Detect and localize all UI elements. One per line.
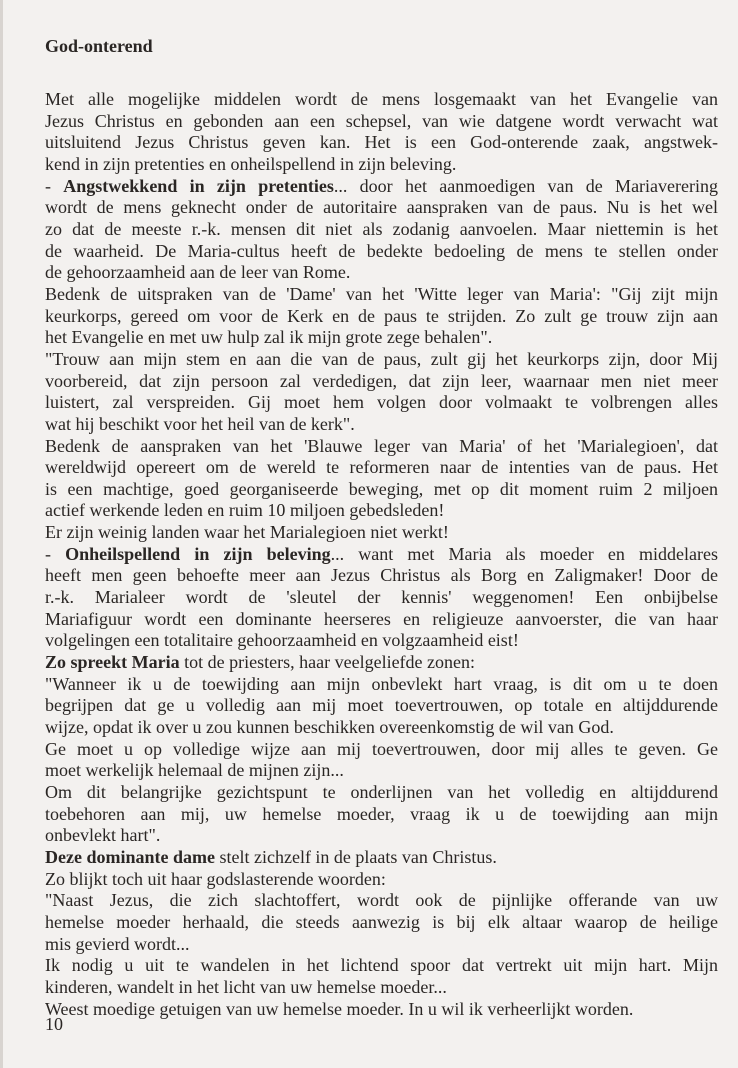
text-line bbox=[45, 544, 718, 566]
text-line bbox=[45, 890, 718, 912]
bold-phrase: Zo spreekt Maria bbox=[45, 652, 180, 673]
text-segment: toebehoren aan mij, uw hemelse moeder, vraag ik u de toewijding aan mijn bbox=[45, 803, 718, 824]
text-segment: Mariafiguur wordt een dominante heerseres en religieuze aanvoerster, die van haar bbox=[45, 608, 718, 629]
text-segment: keurkorps, gereed om voor de Kerk en de paus te strijden. Zo zult ge trouw zijn aan bbox=[45, 305, 718, 326]
text-line bbox=[45, 999, 718, 1021]
text-segment: het Evangelie en met uw hulp zal ik mijn grote zege behalen". bbox=[45, 327, 493, 348]
text-line bbox=[45, 349, 718, 371]
bold-phrase: Angstwekkend in zijn pretenties bbox=[63, 175, 334, 196]
text-line bbox=[45, 565, 718, 587]
bold-phrase: Onheilspellend in zijn beleving bbox=[65, 543, 331, 564]
text-segment: zo dat de meeste r.-k. mensen dit niet als zodanig aanvoelen. Maar niettemin is het bbox=[45, 218, 718, 239]
text-segment: Om dit belangrijke gezichtspunt te onderlijnen van het volledig en altijddurend bbox=[45, 782, 718, 802]
text-line bbox=[45, 241, 718, 263]
text-segment: heeft men geen behoefte meer aan Jezus Christus als Borg en Zaligmaker! Door de bbox=[45, 565, 718, 586]
text-segment: wijze, opdat ik over u zou kunnen beschikken overeenkomstig de wil van God. bbox=[45, 717, 614, 738]
text-line bbox=[45, 371, 718, 393]
text-line bbox=[45, 284, 718, 306]
text-line bbox=[45, 847, 718, 869]
text-segment: kend in zijn pretenties en onheilspellend in zijn beleving. bbox=[45, 153, 457, 174]
text-segment: "Trouw aan mijn stem en aan die van de paus, zult gij het keurkorps zijn, door Mij bbox=[45, 348, 718, 369]
text-line bbox=[45, 436, 718, 458]
text-segment: Zo blijkt toch uit haar godslasterende woorden: bbox=[45, 868, 386, 889]
text-segment: Bedenk de uitspraken van de 'Dame' van het 'Witte leger van Maria': "Gij zijt mijn bbox=[45, 283, 718, 304]
text-line bbox=[45, 89, 718, 111]
text-segment: "Wanneer ik u de toewijding aan mijn onbevlekt hart vraag, is dit om u te doen bbox=[45, 673, 718, 694]
text-line bbox=[45, 522, 718, 544]
bold-phrase: Deze dominante dame bbox=[45, 846, 215, 867]
text-segment: voorbereid, dat zijn persoon zal verdedigen, dat zijn leer, waarnaar men niet meer bbox=[45, 370, 718, 391]
text-segment: Bedenk de aanspraken van het 'Blauwe leger van Maria' of het 'Marialegioen', dat bbox=[45, 435, 718, 456]
text-line bbox=[45, 782, 718, 804]
text-segment: wereldwijd opereert om de wereld te reformeren naar de intenties van de paus. Het bbox=[45, 457, 718, 478]
text-segment: de waarheid. De Maria-cultus heeft de bedekte bedoeling de mens te stellen onder bbox=[45, 240, 718, 261]
text-line bbox=[45, 739, 718, 761]
text-line bbox=[45, 479, 718, 501]
text-segment: Jezus Christus en gebonden aan een schepsel, van wie datgene wordt verwacht wat bbox=[45, 110, 718, 131]
text-segment: tot de priesters, haar veelgeliefde zonen: bbox=[179, 652, 476, 673]
text-segment: wordt de mens geknecht onder de autoritaire aanspraken van de paus. Nu is het wel bbox=[45, 197, 718, 218]
text-line bbox=[45, 154, 718, 176]
text-line bbox=[45, 327, 718, 349]
text-segment: de gehoorzaamheid aan de leer van Rome. bbox=[45, 262, 351, 283]
text-segment: hemelse moeder herhaald, die steeds aanwezig is bij elk altaar waarop de heilige bbox=[45, 911, 718, 932]
page-edge bbox=[0, 0, 3, 1068]
text-line bbox=[45, 652, 718, 674]
text-segment: ... door het aanmoedigen van de Mariaverering bbox=[333, 175, 718, 196]
text-segment: Ge moet u op volledige wijze aan mij toevertrouwen, door mij alles te geven. Ge bbox=[45, 738, 718, 759]
text-segment: uitsluitend Jezus Christus geven kan. Het is een God-onterende zaak, angstwek- bbox=[45, 132, 718, 153]
text-line bbox=[45, 392, 718, 414]
text-line bbox=[45, 674, 718, 696]
text-line bbox=[45, 414, 718, 436]
text-line bbox=[45, 804, 718, 826]
text-line bbox=[45, 825, 718, 847]
text-line bbox=[45, 500, 718, 522]
text-line bbox=[45, 912, 718, 934]
text-segment: onbevlekt hart". bbox=[45, 825, 161, 846]
text-line bbox=[45, 111, 718, 133]
text-segment: moet werkelijk helemaal de mijnen zijn... bbox=[45, 760, 344, 781]
text-segment: Er zijn weinig landen waar het Marialegioen niet werkt! bbox=[45, 522, 449, 543]
text-segment: mis gevierd wordt... bbox=[45, 933, 190, 954]
body-text bbox=[45, 89, 718, 1020]
text-line bbox=[45, 587, 718, 609]
text-line bbox=[45, 977, 718, 999]
section-heading: God-onterend bbox=[45, 36, 153, 56]
text-segment: actief werkende leden en ruim 10 miljoen gebedsleden! bbox=[45, 500, 445, 521]
text-segment: volgelingen een totalitaire gehoorzaamheid en volgzaamheid eist! bbox=[45, 630, 519, 651]
text-line bbox=[45, 457, 718, 479]
text-line bbox=[45, 132, 718, 154]
text-segment: Ik nodig u uit te wandelen in het lichtend spoor dat vertrekt uit mijn hart. Mijn bbox=[45, 955, 718, 976]
text-line bbox=[45, 176, 718, 198]
text-segment: wat hij beschikt voor het heil van de kerk". bbox=[45, 413, 355, 434]
text-segment: Met alle mogelijke middelen wordt de mens losgemaakt van het Evangelie van bbox=[45, 89, 718, 109]
text-segment: r.-k. Marialeer wordt de 'sleutel der kennis' weggenomen! Een onbijbelse bbox=[45, 587, 718, 608]
text-line bbox=[45, 262, 718, 284]
text-line bbox=[45, 197, 718, 219]
text-segment: stelt zichzelf in de plaats van Christus. bbox=[214, 846, 497, 867]
text-segment: luistert, zal verspreiden. Gij moet hem volgen door volmaakt te volbrengen alles bbox=[45, 392, 718, 413]
text-line bbox=[45, 695, 718, 717]
text-line bbox=[45, 219, 718, 241]
text-line bbox=[45, 306, 718, 328]
text-segment: begrijpen dat ge u volledig aan mij moet toevertrouwen, op totale en altijddurende bbox=[45, 695, 718, 716]
text-line bbox=[45, 630, 718, 652]
text-line bbox=[45, 869, 718, 891]
text-segment: is een machtige, goed georganiseerde beweging, met op dit moment ruim 2 miljoen bbox=[45, 478, 718, 499]
text-line bbox=[45, 934, 718, 956]
text-line bbox=[45, 955, 718, 977]
text-line bbox=[45, 609, 718, 631]
page-number: 10 bbox=[45, 1014, 63, 1034]
text-segment: kinderen, wandelt in het licht van uw hemelse moeder... bbox=[45, 976, 447, 997]
text-segment: "Naast Jezus, die zich slachtoffert, wordt ook de pijnlijke offerande van uw bbox=[45, 890, 718, 911]
text-line bbox=[45, 760, 718, 782]
text-segment: - bbox=[45, 175, 64, 196]
text-segment: ... want met Maria als moeder en middelares bbox=[330, 543, 718, 564]
text-segment: Weest moedige getuigen van uw hemelse moeder. In u wil ik verheerlijkt worden. bbox=[45, 998, 634, 1019]
text-line bbox=[45, 717, 718, 739]
text-segment: - bbox=[45, 543, 66, 564]
